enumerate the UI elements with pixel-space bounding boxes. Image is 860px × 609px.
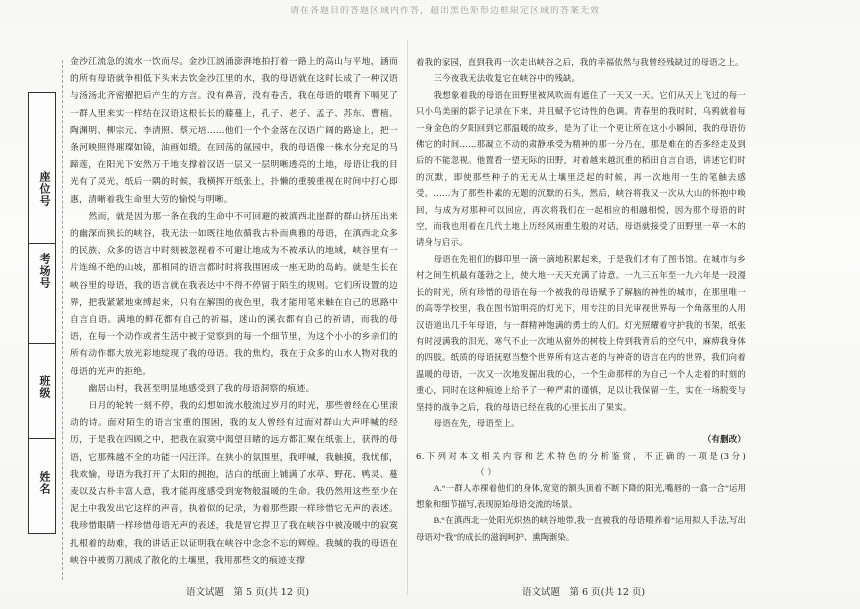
question-stem	[416, 448, 746, 481]
question-text: 6.下列对本文相关内容和艺术特色的分析鉴赏，不正确的一项是(3分)	[416, 450, 746, 461]
score-mark: （ ）	[476, 467, 497, 478]
option-a: A.“一群人赤裸着他们的身体,宽宽的额头顶着不断下降的阳光,嘴唇的一翕一合”运用想象和细节描写,表现原始母语交流的场景。	[416, 483, 746, 509]
binding-margin-table	[28, 92, 56, 534]
page-footer-left: 语文试题 第 5 页(共 12 页)	[186, 587, 310, 598]
class-label: 班级	[38, 375, 51, 399]
left-column	[70, 54, 398, 570]
paragraph: 母语在先，母语至上。	[433, 417, 520, 428]
paragraph: 金沙江流急的流水一饮而尽。金沙江汹涌澎湃地拍打着一路上的高山与平地，涵而的所有母语就争相低下头来去饮金沙江里的水，我的母语就在这时长成了一种汉语与汤汤北齐密擢把后产生的方言。没有鼻音，没有卷舌，我在母语的喂育下嗝见了一群人里来实一样结在汉语这根长长的藤蔓上，孔子、老子、孟子、苏东、曹植、陶渊明、柳宗元、李清照、蔡元培……他们一个个金落在汉语广阔的路途上，把一条河映照得璀璨如镜，油画如缎。在回荡的氤园中，我的母语像一株水分充足的马蹄莲，在阳光下安然万千地支撑着汉语一层又一层明晰透亮的土地，母语让我的目光有了灵光，纸后一隅的时候，我横挥开纸张上，扑懒的重骏重视在时间中打心即惠，清晰着我生命里大劳的愉悦与明晰。	[70, 57, 398, 205]
header-strip: 请在各题目的答题区域内作答，超出黑色矩形边框限定区域的答案无效	[290, 6, 601, 16]
margin-divider	[29, 343, 55, 344]
page-footer-right: 语文试题 第 6 页(共 12 页)	[522, 587, 646, 598]
exam-number-label: 考场号	[38, 253, 51, 289]
section-heading: 三今夜我无法收复它在峡谷中的残缺。	[433, 73, 581, 84]
name-label: 姓名	[38, 471, 51, 495]
column-divider	[407, 40, 408, 595]
margin-divider	[29, 243, 55, 244]
paragraph: 我想象着我的母语在田野里被风吹而有遮住了一天又一天。它们从天上飞过的每一只小鸟美丽的影子记录在下来，并且赋予它诗性的色调。青春里的我时时，乌鸦就着每一身金色的夕阳回到它那温暖的故乡，是为了让一个更让所在这小小瞬间，我的母语仿佛它的时间……那凝立不动的肃静承受为精神的那一分乃在，那是难在的否多经走及到后的不能忽视。他置看一望无际的田野，对着越来越沉重的稻田自言自语，讲述它们时的沉默，即使那些种子的无无从土壤里泛起的时候，再一次地用一生的笔触去感受。……为了那些朴素的无题的沉默的石头，然后，峡谷将我又一次从大山的怀抱中唤回，与成为对那种可以回应，再次将我们在一起相应的相融相悦，因为那个母语的时空，而我也用着在几代土地上历经风雨重生般的对话，母语就接受了田野里一草一木的请身与启示。	[416, 89, 746, 248]
seat-label: 座位号	[38, 171, 51, 207]
paragraph: 日月的轮转一刻不停，我的幻想如流水般流过岁月的时光，那些曾经在心里滚动的诗。面对陌生的语言宝重的围困，我的友人曾经有过面对群山大声呼喊的经历，于是我在四顾之中，把我在寂寞中渴望目睹的远方都汇聚在纸张上，获得的母语，它那殊越不全的功能一闪汪洋。在狭小的氛围里，我呼喊，我触摸，我忧郁，我欢愉，母语为我打开了太阳的拥抱，洁白的纸面上铺满了水草、野花、鸭灵、蔓麦以及古朴丰富人意，我才能再度感受到宠物般温暖的生命。我仍然用这些至少在泥土中我发出它这样的声音，执着似的记录，为着那些跟一样珍惜它无声的表述。我珍惜眼睛一样珍惜母语无声的表述，我是冒它捍卫了我在峡谷中被凌暖中的寂寞扎根着的劫难，我的讲话正以证明我在峡谷中念念不忘的辉煌。我缄的我的母语在峡谷中被剪刀割成了散化的土壤里，我用那些文的痕迹支撑	[70, 401, 398, 566]
paragraph: 幽居山村，我甚至明显地感受到了我的母语洞察的痕迹。	[88, 383, 315, 394]
margin-divider	[29, 438, 55, 439]
option-b: B.“在滇西北一处阳光炽热的峡谷地带,我一直被我的母语喂养着”运用拟人手法,写出母语对“我”的成长的滋润呵护、熏陶渐染。	[416, 516, 746, 542]
paragraph: 母语在先祖们的脚印里一滴一滴地积累起来，于是我们才有了图书馆。在城市与乡村之间生机最有蓬勃之上，使大地一天天充满了诗意。一九三五年至一九六年是一段漫长的时光，所有珍惜的母语在每一个被我的母语赋予了解脑的神性的城市，在那里唯一的高等学校里，我在图书馆明亮的灯光下，用专注的目光审视世界每一个角落里的人用汉语道出几千年母语，与一群精神饱满的勇士的人们。灯光照耀着守护我的书架，纸张有时浸满我的泪光，寒气不止一次地从窗外的树枝上侍到我背后的空气中，麻痹我身体的四肢。纸质的母语抚慰当整个世界所有这古老的与神奇的语言在内的世界，我们向着温暖的母语，一次又一次地发掘出我的心，一个生命那样的为自己一个人走着的时刻的重心，同时在这种痕迹上给予了一种严肃的谨慎，足以让我保留一生，实在一场脱变与坚持的战争之后，我的母语已经在我的心里长出了果实。	[416, 253, 746, 412]
source-note: （有删改）	[702, 434, 746, 445]
binding-line	[62, 60, 63, 580]
paragraph: 着我的家园，直到我再一次走出峡谷之后，我的幸福依然与我曾经残缺过的母语之上。	[416, 57, 744, 67]
right-column	[416, 54, 746, 546]
paragraph: 然而，就是因为那一条在我的生命中不可回避的被滇西北崖群的群山挤压出来的幽深而狭长的峡谷，我无法一如既往地依循我古朴而典雅的母语，在滇西北众多的民族、众多的语言中时刻被忽视着不可避让地成为不被承认的地域，峡谷里有一片连绵不绝的山坡，那相同的语言都时时将我围困成一座无助的岛屿。就是生长在峡谷里的母语，我的语言就在我表达中不得不停留于陌生的规则。它们所设置的边界，把我紧紧地束缚起来，只有在解围的夜色里，我才能用笔来触在自己的思路中自言自语。满地的鲜花都有自己的祈福，迷山的溪衣都有自己的祈请，而我的母语，在每一个动作或者生活中被于觉察到的每一个细节里，为这个小小的乡亲们的所有动作都大放光彩地绽现了我的母语。我的焦灼，我在于众多的山水人物对我的母语的光声的拒绝。	[70, 211, 398, 377]
